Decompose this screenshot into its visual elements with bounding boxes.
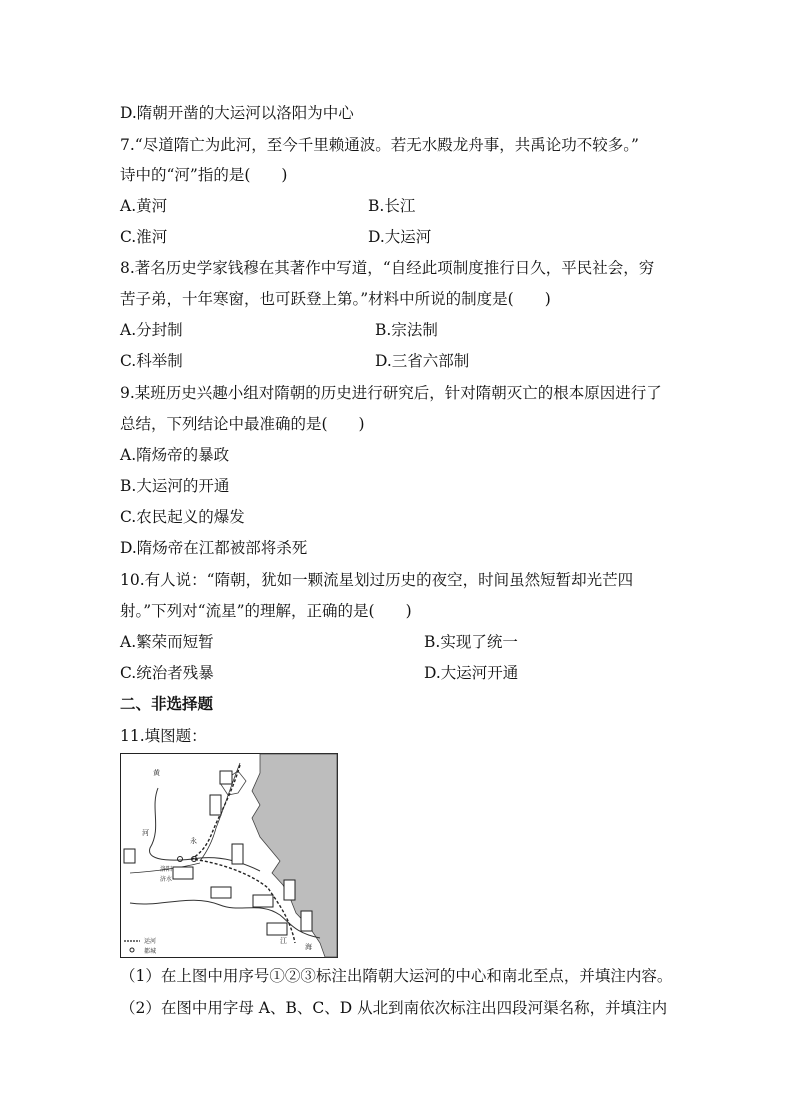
q7-stem-line2: 诗中的“河”指的是( )	[120, 166, 288, 184]
map-label-yong: 永	[190, 837, 197, 845]
blank-box	[267, 923, 287, 935]
blank-box	[210, 795, 221, 815]
q11-sub1: （1）在上图中用序号①②③标注出隋朝大运河的中心和南北至点，并填注内容。	[120, 967, 673, 985]
q9-option-a: A.隋炀帝的暴政	[120, 446, 230, 464]
q10-option-d: D.大运河开通	[424, 664, 519, 682]
section-2-title: 二、非选择题	[120, 695, 214, 713]
q10-stem-line2: 射。”下列对“流星”的理解，正确的是( )	[120, 602, 412, 620]
map-label-he: 河	[142, 829, 149, 837]
q7-option-a: A.黄河	[120, 197, 168, 215]
legend-canal: 运河	[144, 938, 157, 945]
blank-box	[284, 880, 295, 900]
map-label-hai: 海	[305, 943, 312, 951]
blank-box	[211, 887, 231, 898]
q7-option-c: C.淮河	[120, 228, 168, 246]
q8-option-a: A.分封制	[120, 321, 183, 339]
q10-option-c: C.统治者残暴	[120, 664, 214, 682]
blank-box	[232, 844, 243, 864]
q10-option-a: A.繁荣而短暂	[120, 633, 214, 651]
q8-option-c: C.科举制	[120, 352, 183, 370]
blank-box	[220, 771, 232, 784]
q9-stem-line1: 9.某班历史兴趣小组对隋朝的历史进行研究后，针对隋朝灭亡的根本原因进行了	[120, 384, 662, 402]
q9-option-c: C.农民起义的爆发	[120, 508, 245, 526]
q11-sub2: （2）在图中用字母 A、B、C、D 从北到南依次标注出四段河渠名称，并填注内	[120, 999, 668, 1017]
map-label-huang: 黄	[153, 769, 160, 777]
q11-stem: 11.填图题：	[120, 727, 207, 745]
legend-city: 都城	[144, 948, 157, 955]
q7-stem-line1: 7.“尽道隋亡为此河，至今千里赖通波。若无水殿龙舟事，共禹论功不较多。”	[120, 136, 639, 154]
q7-option-b: B.长江	[368, 197, 416, 215]
q9-option-b: B.大运河的开通	[120, 477, 230, 495]
q8-option-b: B.宗法制	[375, 321, 438, 339]
q10-option-b: B.实现了统一	[424, 633, 518, 651]
q9-stem-line2: 总结，下列结论中最准确的是( )	[120, 415, 365, 433]
map-label-jishui: 济水	[160, 876, 173, 883]
q8-stem-line1: 8.著名历史学家钱穆在其著作中写道，“自经此项制度推行日久，平民社会，穷	[120, 259, 655, 277]
blank-box	[173, 867, 193, 879]
map-label-jiang: 江	[280, 937, 287, 945]
q6-option-d: D.隋朝开凿的大运河以洛阳为中心	[120, 104, 354, 122]
q8-stem-line2: 苦子弟，十年寒窗，也可跃登上第。”材料中所说的制度是( )	[120, 290, 551, 308]
q8-option-d: D.三省六部制	[375, 352, 470, 370]
blank-box	[301, 911, 312, 931]
blank-box	[253, 895, 273, 907]
blank-box	[124, 849, 135, 863]
q7-option-d: D.大运河	[368, 228, 432, 246]
q10-stem-line1: 10.有人说：“隋朝，犹如一颗流星划过历史的夜空，时间虽然短暂却光芒四	[120, 571, 634, 589]
q9-option-d: D.隋炀帝在江都被部将杀死	[120, 539, 308, 557]
map-label-luoyang: 洛阳	[160, 866, 173, 873]
grand-canal-map	[120, 753, 338, 958]
